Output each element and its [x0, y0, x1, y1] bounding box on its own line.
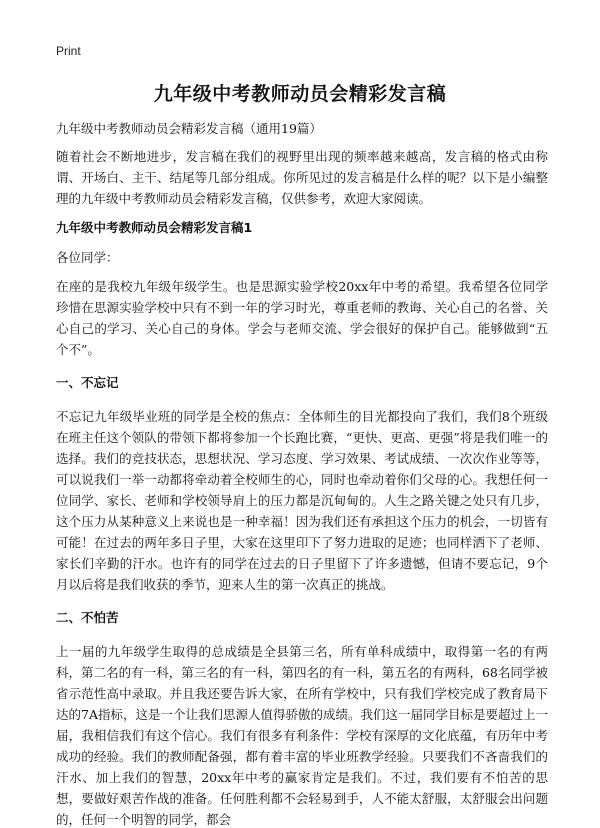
section-paragraph-2: 上一届的九年级学生取得的总成绩是全县第三名，所有单科成绩中，取得第一名的有两科，第二名的有一科，第三名的有一科，第四名的有一科，第五名的有两科，68名同学被省示范性高中录取。并且我还要告诉大家，在所有学校中，只有我们学校完成了教育局下达的7A指标，这是一个让我们思源人值得骄傲的成绩。我们这一届同学目标是要超过上一届，我相信我们有这个信心。我们有很多有利条件：学校有深厚的文化底蕴，有历年中考成功的经验。我们的教师配备强，都有着丰富的毕业班教学经验。只要我们不吝啬我们的汗水、加上我们的智慧，20xx年中考的赢家肯定是我们。不过，我们要有不怕苦的思想，要做好艰苦作战的准备。任何胜利都不会轻易到手，人不能太舒服，太舒服会出问题的，任何一个明智的同学，都会	[56, 644, 548, 827]
opening-paragraph: 在座的是我校九年级年级学生。也是思源实验学校20xx年中考的希望。我希望各位同学珍惜在思源实验学校中只有不到一年的学习时光，尊重老师的教诲、关心自己的名誉、关心自己的学习、关心自己的身体。学会与老师交流、学会很好的保护自己。能够做到“五个不”。	[56, 279, 548, 357]
print-link[interactable]: Print	[56, 44, 81, 58]
speech-heading: 九年级中考教师动员会精彩发言稿1	[56, 220, 253, 235]
page-title: 九年级中考教师动员会精彩发言稿	[153, 83, 447, 105]
article-subtitle: 九年级中考教师动员会精彩发言稿（通用19篇）	[56, 121, 322, 136]
intro-paragraph: 随着社会不断地进步，发言稿在我们的视野里出现的频率越来越高，发言稿的格式由称谓、开场白、主干、结尾等几部分组成。你所见过的发言稿是什么样的呢？以下是小编整理的九年级中考教师动员会精彩发言稿，仅供参考，欢迎大家阅读。	[56, 149, 548, 206]
section-heading-1: 一、不忘记	[56, 375, 119, 390]
article-body	[56, 118, 548, 828]
section-paragraph-1: 不忘记九年级毕业班的同学是全校的焦点：全体师生的目光都投向了我们，我们8个班级在班主任这个领队的带领下都将参加一个长跑比赛，“更快、更高、更强”将是我们唯一的选择。我们的竞技状态，思想状况、学习态度、学习效果、考试成绩、一次次作业等等，可以说我们一举一动都将牵动着全校师生的心，同时也牵动着你们父母的心。我想任何一位同学、家长、老师和学校领导肩上的压力都是沉甸甸的。人生之路关键之处只有几步，这个压力从某种意义上来说也是一种幸福！因为我们还有承担这个压力的机会，一切皆有可能！在过去的两年多日子里，大家在这里印下了努力进取的足迹；也同样洒下了老师、家长们辛勤的汗水。也许有的同学在过去的日子里留下了许多遗憾，但请不要忘记，9个月以后将是我们收获的季节，迎来人生的第一次真正的挑战。	[56, 409, 548, 592]
salutation: 各位同学：	[56, 250, 119, 265]
section-heading-2: 二、不怕苦	[56, 610, 119, 625]
